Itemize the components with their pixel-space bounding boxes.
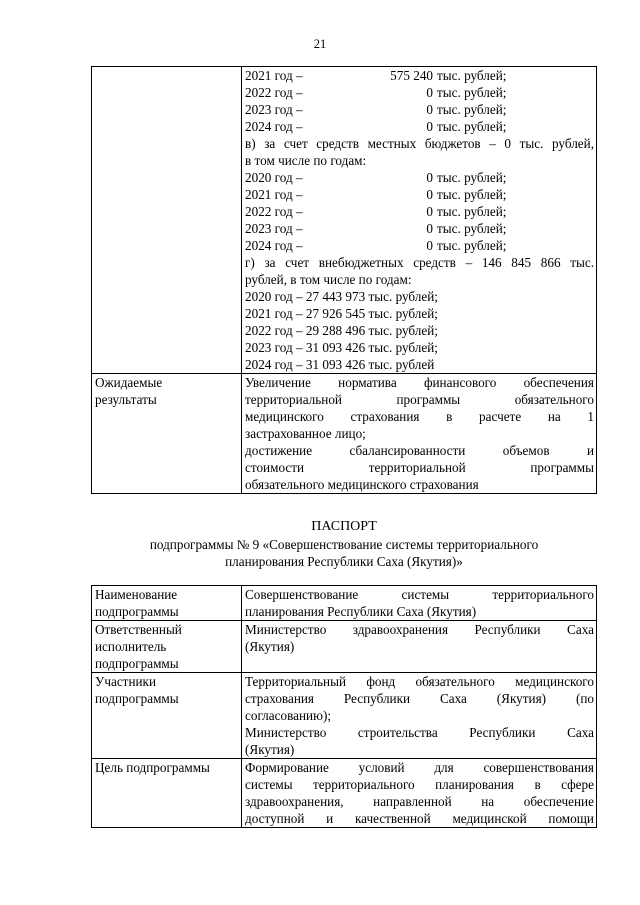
year-unit: тыс. рублей; [437, 221, 507, 236]
passport-label: Ответственный [95, 622, 182, 637]
passport-content-cell [242, 759, 597, 828]
passport-content-line: Формирование условий для совершенствования [245, 760, 594, 775]
results-label: результаты [95, 392, 157, 407]
year-unit: тыс. рублей; [437, 68, 507, 83]
year-unit: тыс. рублей; [437, 187, 507, 202]
year-label: 2021 год – [245, 187, 303, 202]
year-unit: тыс. рублей; [437, 204, 507, 219]
results-line: медицинского страхования в расчете на 1 [245, 409, 594, 424]
year-line [245, 220, 594, 237]
passport-content-line: Министерство строительства Республики Саха [245, 725, 594, 740]
passport-content-line: Министерство здравоохранения Республики Саха [245, 622, 594, 637]
passport-content-line: согласованию); [245, 708, 331, 723]
results-line: стоимости территориальной программы [245, 460, 594, 475]
year-line [245, 203, 594, 220]
results-line: достижение сбалансированности объемов и [245, 443, 594, 458]
passport-title: ПАСПОРТ [311, 519, 377, 534]
passport-label: Цель подпрограммы [95, 760, 210, 775]
passport-table [91, 585, 597, 828]
passport-label: Наименование [95, 587, 178, 602]
passport-heading [60, 518, 628, 570]
year-line [245, 186, 594, 203]
year-line [245, 118, 594, 135]
passport-subtitle: подпрограммы № 9 «Совершенствование системы территориального [149, 537, 539, 552]
passport-content-cell [242, 621, 597, 673]
passport-row [92, 586, 597, 621]
year-unit: тыс. рублей; [437, 238, 507, 253]
year-line [245, 237, 594, 254]
passport-label-cell [92, 759, 242, 828]
year-label: 2023 год – [245, 102, 303, 117]
passport-content-cell [242, 673, 597, 759]
extrabudget-year-line: 2023 год – 31 093 426 тыс. рублей; [245, 340, 438, 355]
financing-table [91, 66, 597, 494]
extrabudget-year-line: 2024 год – 31 093 426 тыс. рублей [245, 357, 435, 372]
year-amount: 0 [426, 238, 433, 253]
extrabudget-year-line: 2021 год – 27 926 545 тыс. рублей; [245, 306, 438, 321]
passport-content-line: Совершенствование системы территориального [245, 587, 594, 602]
results-line: обязательного медицинского страхования [245, 477, 479, 492]
results-line: Увеличение норматива финансового обеспечения [245, 375, 594, 390]
passport-subtitle: планирования Республики Саха (Якутия)» [225, 554, 463, 569]
year-label: 2021 год – [245, 68, 303, 83]
year-line [245, 101, 594, 118]
year-amount: 0 [426, 102, 433, 117]
passport-label: подпрограммы [95, 656, 179, 671]
year-label: 2022 год – [245, 204, 303, 219]
year-label: 2024 год – [245, 238, 303, 253]
passport-label-cell [92, 621, 242, 673]
passport-content-line: страхования Республики Саха (Якутия) (по [245, 691, 594, 706]
financing-content-cell [242, 67, 597, 374]
year-amount: 0 [426, 187, 433, 202]
year-line [245, 67, 594, 84]
financing-row [92, 67, 597, 374]
passport-content-line: системы территориального планирования в сфере [245, 777, 594, 792]
year-amount: 575 240 [390, 68, 433, 83]
extrabudget-heading: г) за счет внебюджетных средств – 146 845 866 тыс. [245, 255, 594, 270]
results-line: застрахованное лицо; [245, 426, 366, 441]
results-label-cell [92, 374, 242, 494]
extrabudget-subheading: рублей, в том числе по годам: [245, 272, 412, 287]
passport-label: исполнитель [95, 639, 167, 654]
passport-content-line: доступной и качественной медицинской помощи [245, 811, 594, 826]
year-label: 2020 год – [245, 170, 303, 185]
passport-content-cell [242, 586, 597, 621]
passport-content-line: планирования Республики Саха (Якутия) [245, 604, 477, 619]
extrabudget-year-line: 2020 год – 27 443 973 тыс. рублей; [245, 289, 438, 304]
passport-label-cell [92, 586, 242, 621]
year-line [245, 169, 594, 186]
local-budget-subheading: в том числе по годам: [245, 153, 367, 168]
local-budget-heading: в) за счет средств местных бюджетов – 0 тыс. рублей, [245, 136, 594, 151]
passport-label: Участники [95, 674, 157, 689]
passport-content-line: Территориальный фонд обязательного медицинского [245, 674, 594, 689]
passport-row [92, 673, 597, 759]
year-amount: 0 [426, 170, 433, 185]
year-label: 2024 год – [245, 119, 303, 134]
year-unit: тыс. рублей; [437, 85, 507, 100]
passport-row [92, 621, 597, 673]
year-amount: 0 [426, 119, 433, 134]
year-line [245, 84, 594, 101]
results-label: Ожидаемые [95, 375, 163, 390]
year-unit: тыс. рублей; [437, 102, 507, 117]
passport-content-line: (Якутия) [245, 742, 295, 757]
page-number: 21 [313, 37, 327, 51]
extrabudget-year-line: 2022 год – 29 288 496 тыс. рублей; [245, 323, 438, 338]
year-amount: 0 [426, 85, 433, 100]
year-label: 2023 год – [245, 221, 303, 236]
results-row [92, 374, 597, 494]
year-amount: 0 [426, 204, 433, 219]
year-label: 2022 год – [245, 85, 303, 100]
passport-label: подпрограммы [95, 604, 179, 619]
passport-content-line: здравоохранения, направленной на обеспечение [245, 794, 594, 809]
year-unit: тыс. рублей; [437, 170, 507, 185]
passport-content-line: (Якутия) [245, 639, 295, 654]
results-line: территориальной программы обязательного [245, 392, 594, 407]
passport-row [92, 759, 597, 828]
passport-label-cell [92, 673, 242, 759]
passport-label: подпрограммы [95, 691, 179, 706]
year-unit: тыс. рублей; [437, 119, 507, 134]
financing-label-cell [92, 67, 242, 374]
year-amount: 0 [426, 221, 433, 236]
results-content-cell [242, 374, 597, 494]
